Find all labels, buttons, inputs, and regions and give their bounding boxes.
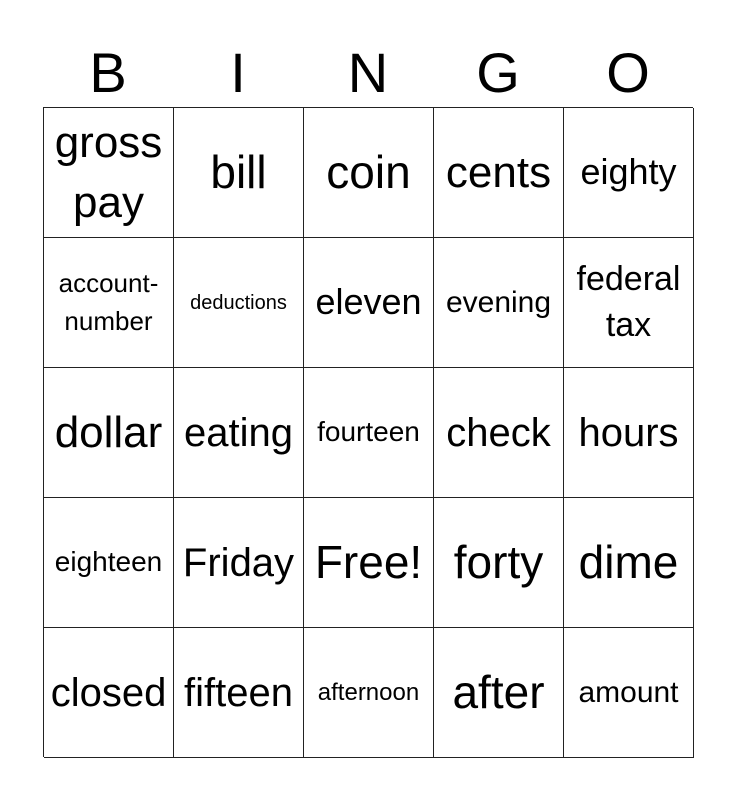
bingo-cell-r1-c1[interactable]	[44, 108, 174, 238]
cell-word: amount	[578, 676, 679, 709]
cell-word: afternoon	[317, 678, 420, 706]
bingo-cell-r2-c3[interactable]	[304, 238, 434, 368]
cell-word: eighteen	[54, 546, 163, 578]
bingo-cell-r5-c1[interactable]	[44, 628, 174, 758]
bingo-grid	[43, 107, 693, 757]
header-letter-n: N	[347, 41, 389, 104]
cell-word: deductions	[190, 291, 287, 314]
cell-word: Friday	[182, 540, 295, 585]
bingo-cell-r4-c2[interactable]	[174, 498, 304, 628]
bingo-cell-r5-c3[interactable]	[304, 628, 434, 758]
bingo-cell-r2-c1[interactable]	[44, 238, 174, 368]
bingo-cell-r1-c5[interactable]	[564, 108, 694, 238]
bingo-cell-r4-c4[interactable]	[434, 498, 564, 628]
header-letter-g: G	[476, 41, 520, 104]
bingo-cell-r3-c1[interactable]	[44, 368, 174, 498]
bingo-cell-r4-c1[interactable]	[44, 498, 174, 628]
cell-word: gross pay	[54, 118, 163, 227]
bingo-cell-r4-c3[interactable]	[304, 498, 434, 628]
cell-word: forty	[453, 535, 544, 588]
cell-word: fourteen	[317, 416, 420, 448]
bingo-cell-r3-c2[interactable]	[174, 368, 304, 498]
cell-word: check	[446, 410, 551, 455]
cell-word: after	[452, 665, 545, 718]
cell-word: coin	[326, 145, 411, 198]
free-space: Free!	[314, 535, 423, 588]
cell-word: dime	[578, 535, 679, 588]
cell-word: hours	[578, 410, 679, 455]
bingo-cell-r2-c5[interactable]	[564, 238, 694, 368]
bingo-cell-r2-c4[interactable]	[434, 238, 564, 368]
cell-word: fifteen	[184, 670, 293, 715]
bingo-cell-r2-c2[interactable]	[174, 238, 304, 368]
bingo-cell-r1-c3[interactable]	[304, 108, 434, 238]
cell-word: cents	[445, 147, 552, 197]
bingo-header	[43, 40, 693, 106]
bingo-cell-r1-c2[interactable]	[174, 108, 304, 238]
cell-word: eighty	[580, 151, 677, 193]
cell-word: bill	[210, 145, 267, 198]
cell-word: evening	[445, 286, 552, 319]
cell-word: account-number	[58, 267, 159, 336]
bingo-cell-r1-c4[interactable]	[434, 108, 564, 238]
bingo-cell-r5-c4[interactable]	[434, 628, 564, 758]
header-letter-b: B	[89, 41, 127, 104]
cell-word: eleven	[315, 281, 422, 323]
bingo-cell-r5-c2[interactable]	[174, 628, 304, 758]
cell-word: eating	[184, 410, 293, 455]
header-letter-o: O	[606, 41, 650, 104]
cell-word: federal tax	[576, 259, 681, 344]
header-letter-i: I	[230, 41, 246, 104]
cell-word: dollar	[54, 407, 163, 457]
bingo-cell-r5-c5[interactable]	[564, 628, 694, 758]
cell-word: closed	[50, 670, 167, 715]
bingo-cell-r3-c4[interactable]	[434, 368, 564, 498]
bingo-cell-r3-c3[interactable]	[304, 368, 434, 498]
bingo-cell-r3-c5[interactable]	[564, 368, 694, 498]
bingo-cell-r4-c5[interactable]	[564, 498, 694, 628]
